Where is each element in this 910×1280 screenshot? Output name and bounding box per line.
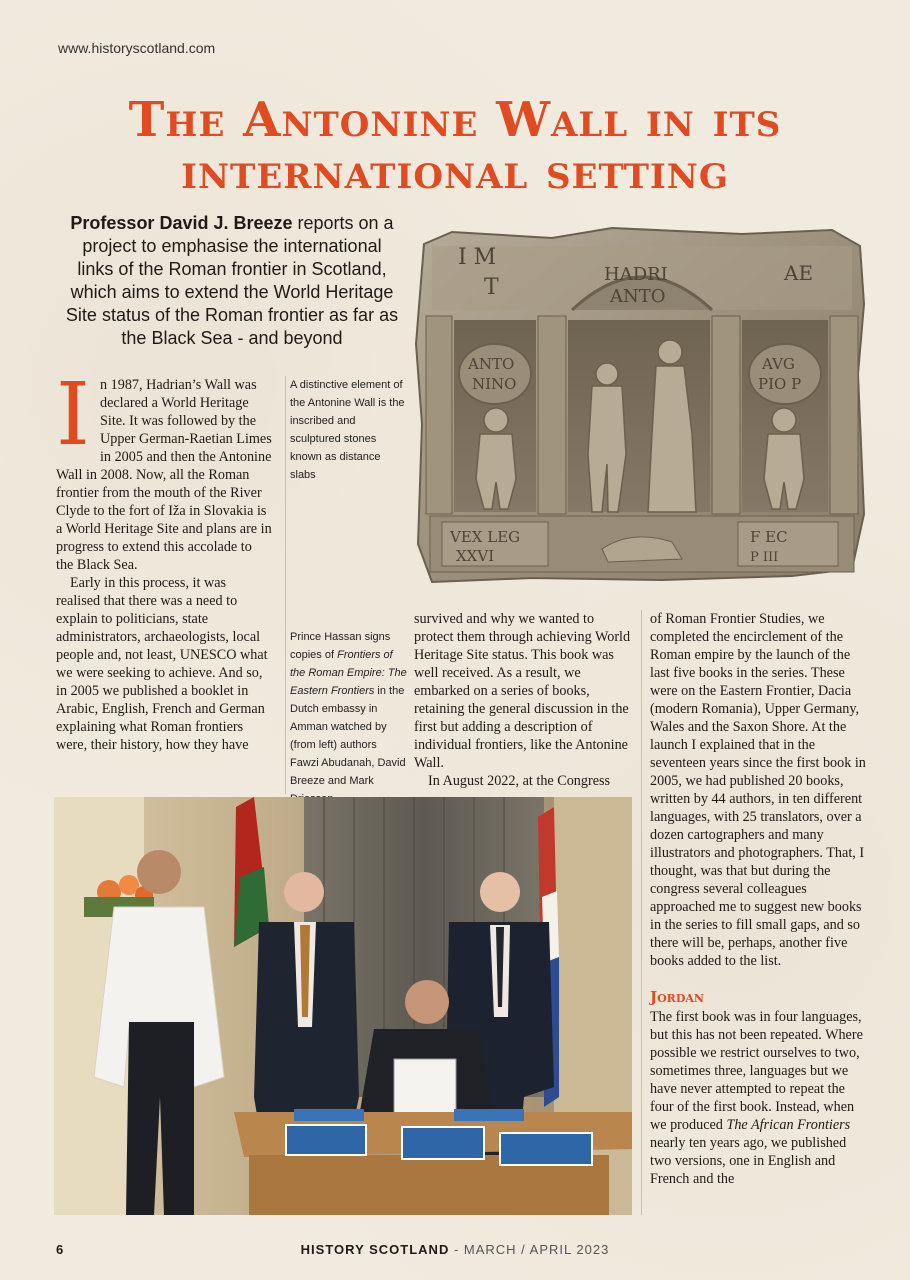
- stone-text-tl2: T: [484, 275, 499, 300]
- drop-cap: I: [56, 365, 90, 465]
- section-heading: Jordan: [650, 988, 704, 1006]
- stone-text-bl: VEX LEG: [450, 528, 521, 546]
- paragraph: [650, 1008, 868, 1188]
- caption-text: Prince Hassan signs copies of: [290, 631, 391, 661]
- column-rule: [641, 610, 642, 1215]
- paragraph: n 1987, Hadrian’s Wall was declared a World Heritage Site. It was followed by the Upper German-Raetian Limes in 2005 and then the Antonine Wall in 2008. Now, all the Roman frontier from the mouth of the River Clyde to the fort of Iža in Slovakia is a World Heritage Site and plans are in progress to extend this accolade to the Black Sea.: [56, 377, 272, 573]
- paragraph-text: nearly ten years ago, we published two versions, one in English and French and the: [650, 1135, 847, 1187]
- site-url[interactable]: www.historyscotland.com: [58, 40, 216, 56]
- caption-rule: [285, 376, 286, 794]
- page-number: 6: [56, 1242, 64, 1257]
- paragraph-text: The first book was in four languages, but this has not been repeated. Where possible we restrict ourselves to two, sometimes three, languages but we have never attempted to repeat the four of the first book. Instead, when we produced: [650, 1009, 863, 1133]
- author-name: Professor David J. Breeze: [70, 213, 293, 233]
- stone-text-lp: ANTO: [468, 355, 515, 373]
- stone-text-lp2: NINO: [472, 375, 517, 393]
- stone-caption: A distinctive element of the Antonine Wall is the inscribed and sculptured stones known as distance slabs: [290, 379, 405, 481]
- paragraph: survived and why we wanted to protect them through achieving World Heritage Site status. This book was well received. As a result, we embarked on a series of books, retaining the general discussion in the first but adding a description of individual frontiers, like the Antonine Wall.: [414, 611, 631, 771]
- standfirst-text: reports on a project to emphasise the international links of the Roman frontier in Scotland, which aims to extend the World Heritage Site status of the Roman frontier as far as the Black Sea - and beyond: [65, 213, 399, 348]
- column-1: [56, 365, 272, 754]
- stone-text-tr: AE: [784, 261, 814, 285]
- caption-book-title: Frontiers of the Roman Empire: The Eastern Frontiers: [290, 649, 407, 697]
- column-4: [650, 610, 868, 1188]
- title-line-2: international setting: [181, 144, 729, 200]
- magazine-footer: [0, 1242, 910, 1257]
- signing-photo: [54, 797, 632, 1215]
- paragraph: In August 2022, at the Congress: [428, 773, 611, 789]
- distance-slab-photo: [412, 224, 872, 586]
- caption-text: in the Dutch embassy in Amman watched by (from left) authors Fawzi Abudanah, David Breeze and Mark: [290, 685, 406, 787]
- stone-text-bl2: XXVI: [456, 547, 495, 565]
- photo-caption: [290, 628, 408, 808]
- issue-date: - MARCH / APRIL 2023: [449, 1242, 610, 1257]
- book-title: The African Frontiers: [726, 1117, 851, 1133]
- magazine-name: HISTORY SCOTLAND: [300, 1242, 450, 1257]
- column-3: [414, 610, 632, 790]
- stone-text-rp2: PIO P: [758, 375, 802, 393]
- stone-text-tc: HADRI: [604, 264, 668, 285]
- stone-text-rp: AVG: [762, 355, 795, 373]
- title-line-1: The Antonine Wall in its: [128, 92, 782, 148]
- stone-text-tc2: ANTO: [610, 286, 666, 307]
- paragraph: Early in this process, it was realised that there was a need to explain to politicians, state administrators, archaeologists, local people and, not least, UNESCO what we were seeking to achieve. And so, in 2005 we published a booklet in Arabic, English, French and German explaining what Roman frontiers were, their history, how they have: [56, 575, 268, 753]
- stone-text-br2: P III: [750, 550, 779, 565]
- paragraph: of Roman Frontier Studies, we completed the encirclement of the Roman empire by the launch of the last five books in the series. These were on the Eastern Frontier, Dacia (modern Romania), Upper Germany, Wales and the Saxon Shore. At the launch I explained that in the seventeen years since the first book in 2005, we had published 20 books, written by 44 authors, in ten different languages, with 25 translators, over a dozen cartographers and many illustrators and photographers. That, I thought, was that but during the congress several colleagues approached me to suggest new books in the series to fill small gaps, and so there will be, perhaps, another five books added to the list.: [650, 611, 866, 969]
- article-title: [40, 94, 870, 198]
- stone-text-br: F EC: [750, 528, 788, 546]
- stone-text-tl: I M: [458, 245, 497, 270]
- standfirst: [62, 212, 402, 350]
